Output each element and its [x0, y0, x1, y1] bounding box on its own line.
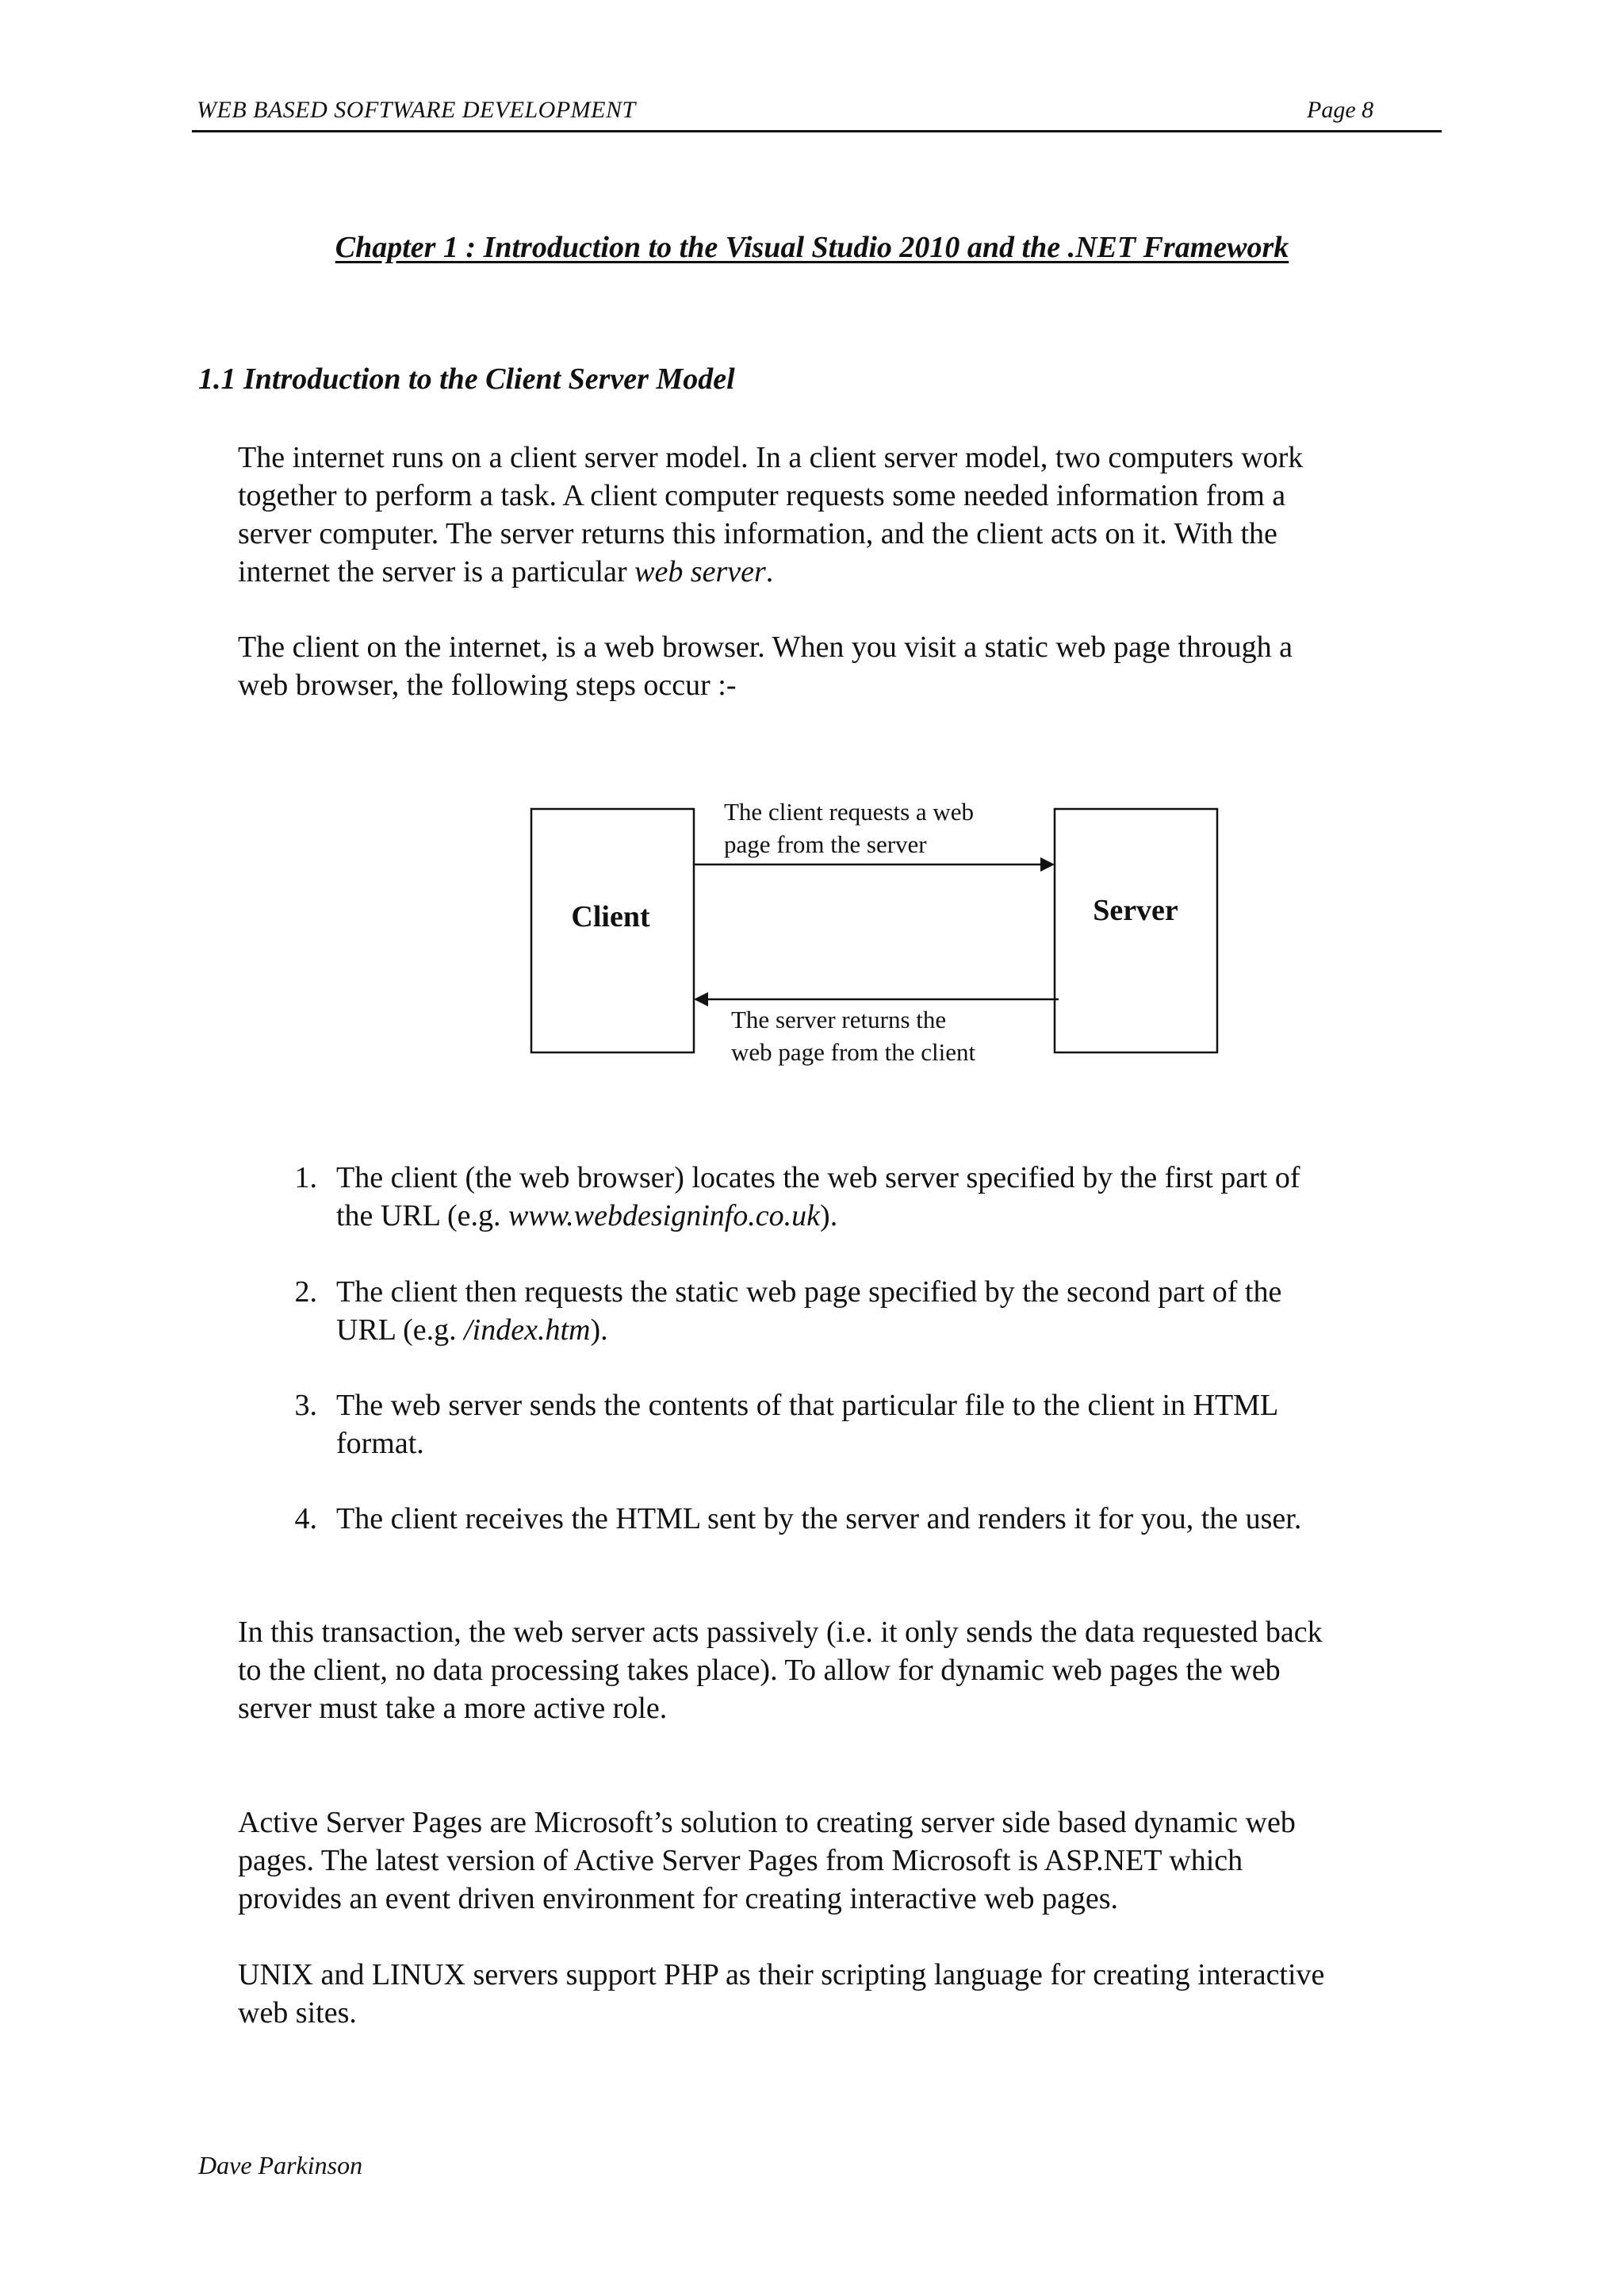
list-text: [336, 1159, 1300, 1235]
paragraph-passive-server: [238, 1613, 1323, 1727]
text-run: URL (e.g.: [336, 1313, 465, 1347]
text-run: .: [765, 555, 774, 588]
list-line: [336, 1197, 1300, 1235]
paragraph-line: together to perform a task. A client computer requests some needed information from a: [238, 479, 1286, 512]
list-line: format.: [336, 1427, 424, 1460]
list-text: [336, 1386, 1278, 1462]
list-line: The client (the web browser) locates the web server specified by the first part of: [336, 1161, 1300, 1194]
list-number: 1.: [294, 1161, 317, 1194]
list-text: [336, 1500, 1301, 1538]
response-arrowhead: [694, 992, 708, 1006]
list-item: [0, 1500, 1624, 1539]
client-label: Client: [571, 900, 650, 933]
chapter-title: Chapter 1 : Introduction to the Visual Studio 2010 and the .NET Framework: [335, 231, 1289, 264]
list-item: [0, 1273, 1624, 1352]
section-heading: 1.1 Introduction to the Client Server Model: [198, 362, 735, 396]
list-line: The web server sends the contents of that particular file to the client in HTML: [336, 1389, 1279, 1422]
list-number: 4.: [294, 1502, 317, 1535]
running-header-title: WEB BASED SOFTWARE DEVELOPMENT: [197, 97, 636, 123]
paragraph-line: The client on the internet, is a web browser. When you visit a static web page through a: [238, 631, 1293, 664]
paragraph-line: Active Server Pages are Microsoft’s solution to creating server side based dynamic web: [238, 1806, 1296, 1839]
list-item: [0, 1386, 1624, 1466]
paragraph-line: In this transaction, the web server acts passively (i.e. it only sends the data requested back: [238, 1616, 1323, 1649]
paragraph-line: UNIX and LINUX servers support PHP as their scripting language for creating interactive: [238, 1958, 1325, 1991]
list-item: [0, 1159, 1624, 1238]
paragraph-web-browser: [238, 628, 1293, 704]
header-rule: [192, 130, 1442, 132]
text-run: ).: [590, 1313, 608, 1347]
list-line: The client then requests the static web page specified by the second part of the: [336, 1275, 1282, 1309]
paragraph-line: provides an event driven environment for creating interactive web pages.: [238, 1882, 1119, 1915]
request-caption-line1: The client requests a web: [724, 798, 975, 826]
paragraph-line: server must take a more active role.: [238, 1692, 668, 1725]
server-box: [1055, 809, 1217, 1052]
list-number: 2.: [294, 1275, 317, 1309]
italic-term: web server: [634, 555, 766, 588]
response-caption-line1: The server returns the: [731, 1006, 947, 1033]
paragraph-line: The internet runs on a client server model. In a client server model, two computers work: [238, 441, 1304, 474]
page-number: Page 8: [1307, 97, 1374, 123]
paragraph-line: web browser, the following steps occur :-: [238, 669, 737, 702]
list-line: The client receives the HTML sent by the server and renders it for you, the user.: [336, 1502, 1302, 1535]
paragraph-client-server-intro: [238, 439, 1303, 591]
italic-url: www.webdesigninfo.co.uk: [508, 1199, 821, 1232]
paragraph-php: [238, 1956, 1324, 2032]
request-arrowhead: [1040, 857, 1055, 872]
paragraph-active-server-pages: [238, 1803, 1296, 1918]
paragraph-line: to the client, no data processing takes place). To allow for dynamic web pages the web: [238, 1654, 1281, 1687]
paragraph-line: web sites.: [238, 1996, 357, 2030]
paragraph-line: pages. The latest version of Active Server Pages from Microsoft is ASP.NET which: [238, 1844, 1243, 1877]
list-line: [336, 1311, 1281, 1349]
text-run: internet the server is a particular: [238, 555, 635, 588]
footer-author: Dave Parkinson: [198, 2151, 363, 2179]
request-caption-line2: page from the server: [724, 830, 927, 858]
server-label: Server: [1093, 894, 1178, 927]
response-caption-line2: web page from the client: [731, 1038, 976, 1066]
text-run: the URL (e.g.: [336, 1199, 509, 1232]
list-text: [336, 1273, 1281, 1349]
list-number: 3.: [294, 1389, 317, 1422]
paragraph-line: [238, 553, 1303, 591]
italic-path: /index.htm: [464, 1313, 591, 1347]
text-run: ).: [820, 1199, 838, 1232]
paragraph-line: server computer. The server returns this information, and the client acts on it. With the: [238, 517, 1277, 550]
